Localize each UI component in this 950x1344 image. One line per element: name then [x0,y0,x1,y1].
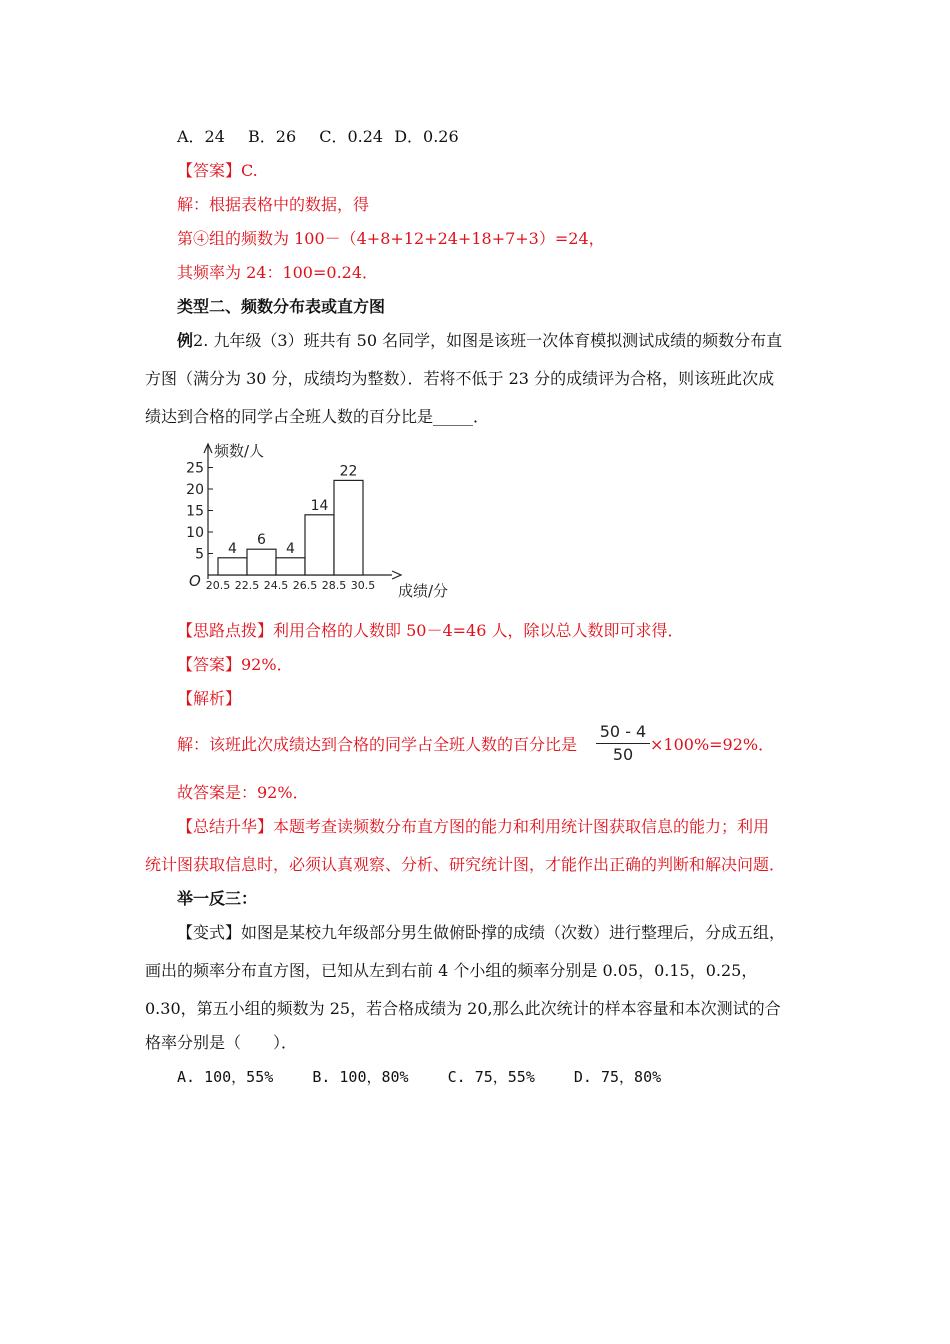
variant-option-a: A. 100，55% [177,1068,274,1086]
bar [218,558,247,575]
q1-solution-3: 其频率为 24：100=0.24． [177,263,379,282]
x-tick-label: 30.5 [350,579,376,592]
variant-option-d: D. 75，80% [573,1068,662,1086]
y-tick-label: 5 [195,546,204,563]
q1-option-c: C．0.24 [319,127,384,146]
x-tick-label: 20.5 [205,579,231,592]
section-title: 类型二、频数分布表或直方图 [177,297,386,316]
summary-line2: 统计图获取信息时，必须认真观察、分析、研究统计图，才能作出正确的判断和解决问题． [145,855,786,874]
x-tick-label: 28.5 [321,579,347,592]
q1-solution-2: 第④组的频数为 100－（4+8+12+24+18+7+3）=24， [177,229,605,248]
example2-line1 [177,330,782,352]
x-tick-label: 22.5 [234,579,260,592]
bar-data-label: 14 [310,497,329,514]
solution-prefix: 解：该班此次成绩达到合格的同学占全班人数的百分比是 [177,735,578,754]
variant-line2: 画出的频率分布直方图，已知从左到右前 4 个小组的频率分别是 0.05，0.15，0.25， [145,961,758,980]
bar [276,558,305,575]
y-tick-label: 15 [186,503,204,520]
fraction-bar [596,743,650,744]
x-tick-label: 24.5 [263,579,289,592]
y-tick-label: 10 [186,525,204,541]
bar [247,549,276,575]
y-tick-label: 20 [186,482,204,498]
bar-data-label: 4 [286,540,295,557]
q1-answer: 【答案】C. [177,161,258,180]
bar [305,515,334,575]
bar-data-label: 6 [257,532,266,549]
bar [334,480,363,575]
bar-data-label: 22 [339,463,358,480]
frequency-histogram [170,432,470,607]
q1-option-b: B．26 [248,127,297,146]
fraction-numerator: 50 - 4 [599,722,647,741]
solution-suffix: ×100%=92%． [650,735,775,754]
y-tick-label: 25 [186,460,204,477]
example2-label: 例 [177,331,194,350]
q1-options [177,126,477,148]
variant-line3: 0.30，第五小组的频数为 25，若合格成绩为 20,那么此次统计的样本容量和本次测试的合 [145,999,781,1018]
variant-line1: 【变式】如图是某校九年级部分男生做俯卧撑的成绩（次数）进行整理后，分成五组， [177,923,786,942]
fraction [596,722,650,765]
variant-line4: 格率分别是（ ）． [145,1033,298,1052]
therefore: 故答案是：92%． [177,783,309,802]
practice-title: 举一反三： [177,889,258,908]
bar-data-label: 4 [228,540,237,557]
variant-option-b: B. 100，80% [312,1068,409,1086]
example2-line2: 方图（满分为 30 分，成绩均为整数）．若将不低于 23 分的成绩评为合格，则该班此次成 [145,369,775,388]
analysis-label: 【解析】 [177,689,242,708]
answer2: 【答案】92%． [177,655,293,674]
origin-label: O [189,572,201,590]
y-axis-label: 频数/人 [214,442,265,460]
q1-solution-1: 解：根据表格中的数据，得 [177,195,370,214]
hint: 【思路点拨】利用合格的人数即 50－4=46 人，除以总人数即可求得． [177,621,684,640]
q1-option-a: A．24 [177,127,225,146]
variant-options [177,1066,691,1088]
example2-line3: 绩达到合格的同学占全班人数的百分比是_____． [145,407,490,426]
x-tick-label: 26.5 [292,579,318,592]
example2-text1: 2. 九年级（3）班共有 50 名同学，如图是该班一次体育模拟测试成绩的频数分布直 [193,331,783,350]
fraction-denominator: 50 [612,745,634,764]
x-axis-label: 成绩/分 [398,582,449,600]
x-axis-arrow [392,571,401,579]
variant-option-c: C. 75，55% [447,1068,535,1086]
q1-option-d: D．0.26 [394,127,459,146]
summary-line1: 【总结升华】本题考查读频数分布直方图的能力和利用统计图获取信息的能力；利用 [177,817,770,836]
